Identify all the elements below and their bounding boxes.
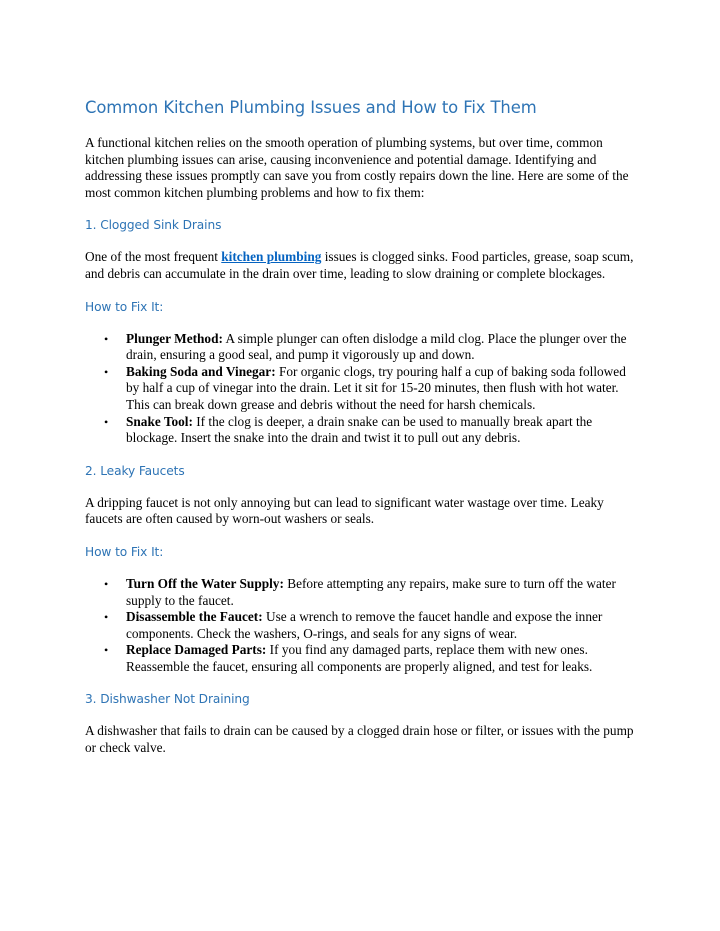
bullet-icon: • — [104, 331, 109, 346]
section-1-paragraph — [85, 249, 640, 282]
bullet-icon: • — [104, 364, 109, 379]
section-1-fix-heading: How to Fix It: — [85, 299, 164, 314]
section-2-fix-heading: How to Fix It: — [85, 544, 164, 559]
list-item-label: Turn Off the Water Supply: — [126, 575, 284, 591]
section-2-fix-list — [85, 576, 640, 676]
list-item-text: A simple plunger can often dislodge a mild clog. Place the plunger over the drain, ensuring a good seal, and pump it vigorously up and down. — [126, 330, 627, 363]
kitchen-plumbing-link[interactable]: kitchen plumbing — [221, 249, 322, 265]
section-3-paragraph: A dishwasher that fails to drain can be caused by a clogged drain hose or filter, or issues with the pump or check valve. — [85, 723, 634, 756]
list-item — [85, 576, 640, 609]
list-item-label: Disassemble the Faucet: — [126, 609, 263, 625]
section-heading-clogged-sink-drains: 1. Clogged Sink Drains — [85, 218, 222, 233]
section-1-text-before: One of the most frequent — [85, 249, 222, 265]
list-item-text: Before attempting any repairs, make sure to turn off the water supply to the faucet. — [126, 575, 616, 608]
list-item — [85, 609, 640, 642]
list-item-label: Baking Soda and Vinegar: — [126, 363, 276, 379]
bullet-icon: • — [104, 610, 109, 625]
bullet-icon: • — [104, 643, 109, 658]
section-1-fix-list — [85, 331, 640, 447]
list-item — [85, 414, 640, 447]
list-item — [85, 364, 640, 414]
section-1-text-after: issues is clogged sinks. Food particles, grease, soap scum, and debris can accumulate in the drain over time, leading to slow draining or complete blockages. — [85, 249, 634, 281]
list-item-label: Plunger Method: — [126, 330, 223, 346]
list-item — [85, 331, 640, 364]
list-item-text: For organic clogs, try pouring half a cup of baking soda followed by half a cup of vinegar into the drain. Let it sit for 15-20 minutes, then flush with hot water. This can break down grease and debris without the need for harsh chemicals. — [126, 363, 626, 412]
bullet-icon: • — [104, 414, 109, 429]
list-item-label: Replace Damaged Parts: — [126, 642, 267, 658]
page-title: Common Kitchen Plumbing Issues and How to Fix Them — [85, 98, 537, 117]
intro-paragraph: A functional kitchen relies on the smooth operation of plumbing systems, but over time, common kitchen plumbing issues can arise, causing inconvenience and potential damage. Identifying and addressing these issues promptly can save you from costly repairs down the line. Here are some of the most common kitchen plumbing problems and how to fix them: — [85, 135, 629, 200]
section-2-paragraph: A dripping faucet is not only annoying but can lead to significant water wastage over time. Leaky faucets are often caused by worn-out washers or seals. — [85, 494, 604, 527]
list-item — [85, 642, 640, 675]
bullet-icon: • — [104, 576, 109, 591]
list-item-label: Snake Tool: — [126, 413, 193, 429]
section-heading-dishwasher-not-draining: 3. Dishwasher Not Draining — [85, 692, 250, 707]
document-content — [85, 97, 640, 773]
list-item-text: If you find any damaged parts, replace them with new ones. Reassemble the faucet, ensuring all components are properly aligned, and test for leaks. — [126, 642, 593, 674]
list-item-text: Use a wrench to remove the faucet handle and expose the inner components. Check the washers, O-rings, and seals for any signs of wear. — [126, 609, 603, 641]
list-item-text: If the clog is deeper, a drain snake can be used to manually break apart the blockage. Insert the snake into the drain and twist it to pull out any debris. — [126, 413, 593, 446]
section-heading-leaky-faucets: 2. Leaky Faucets — [85, 463, 185, 478]
